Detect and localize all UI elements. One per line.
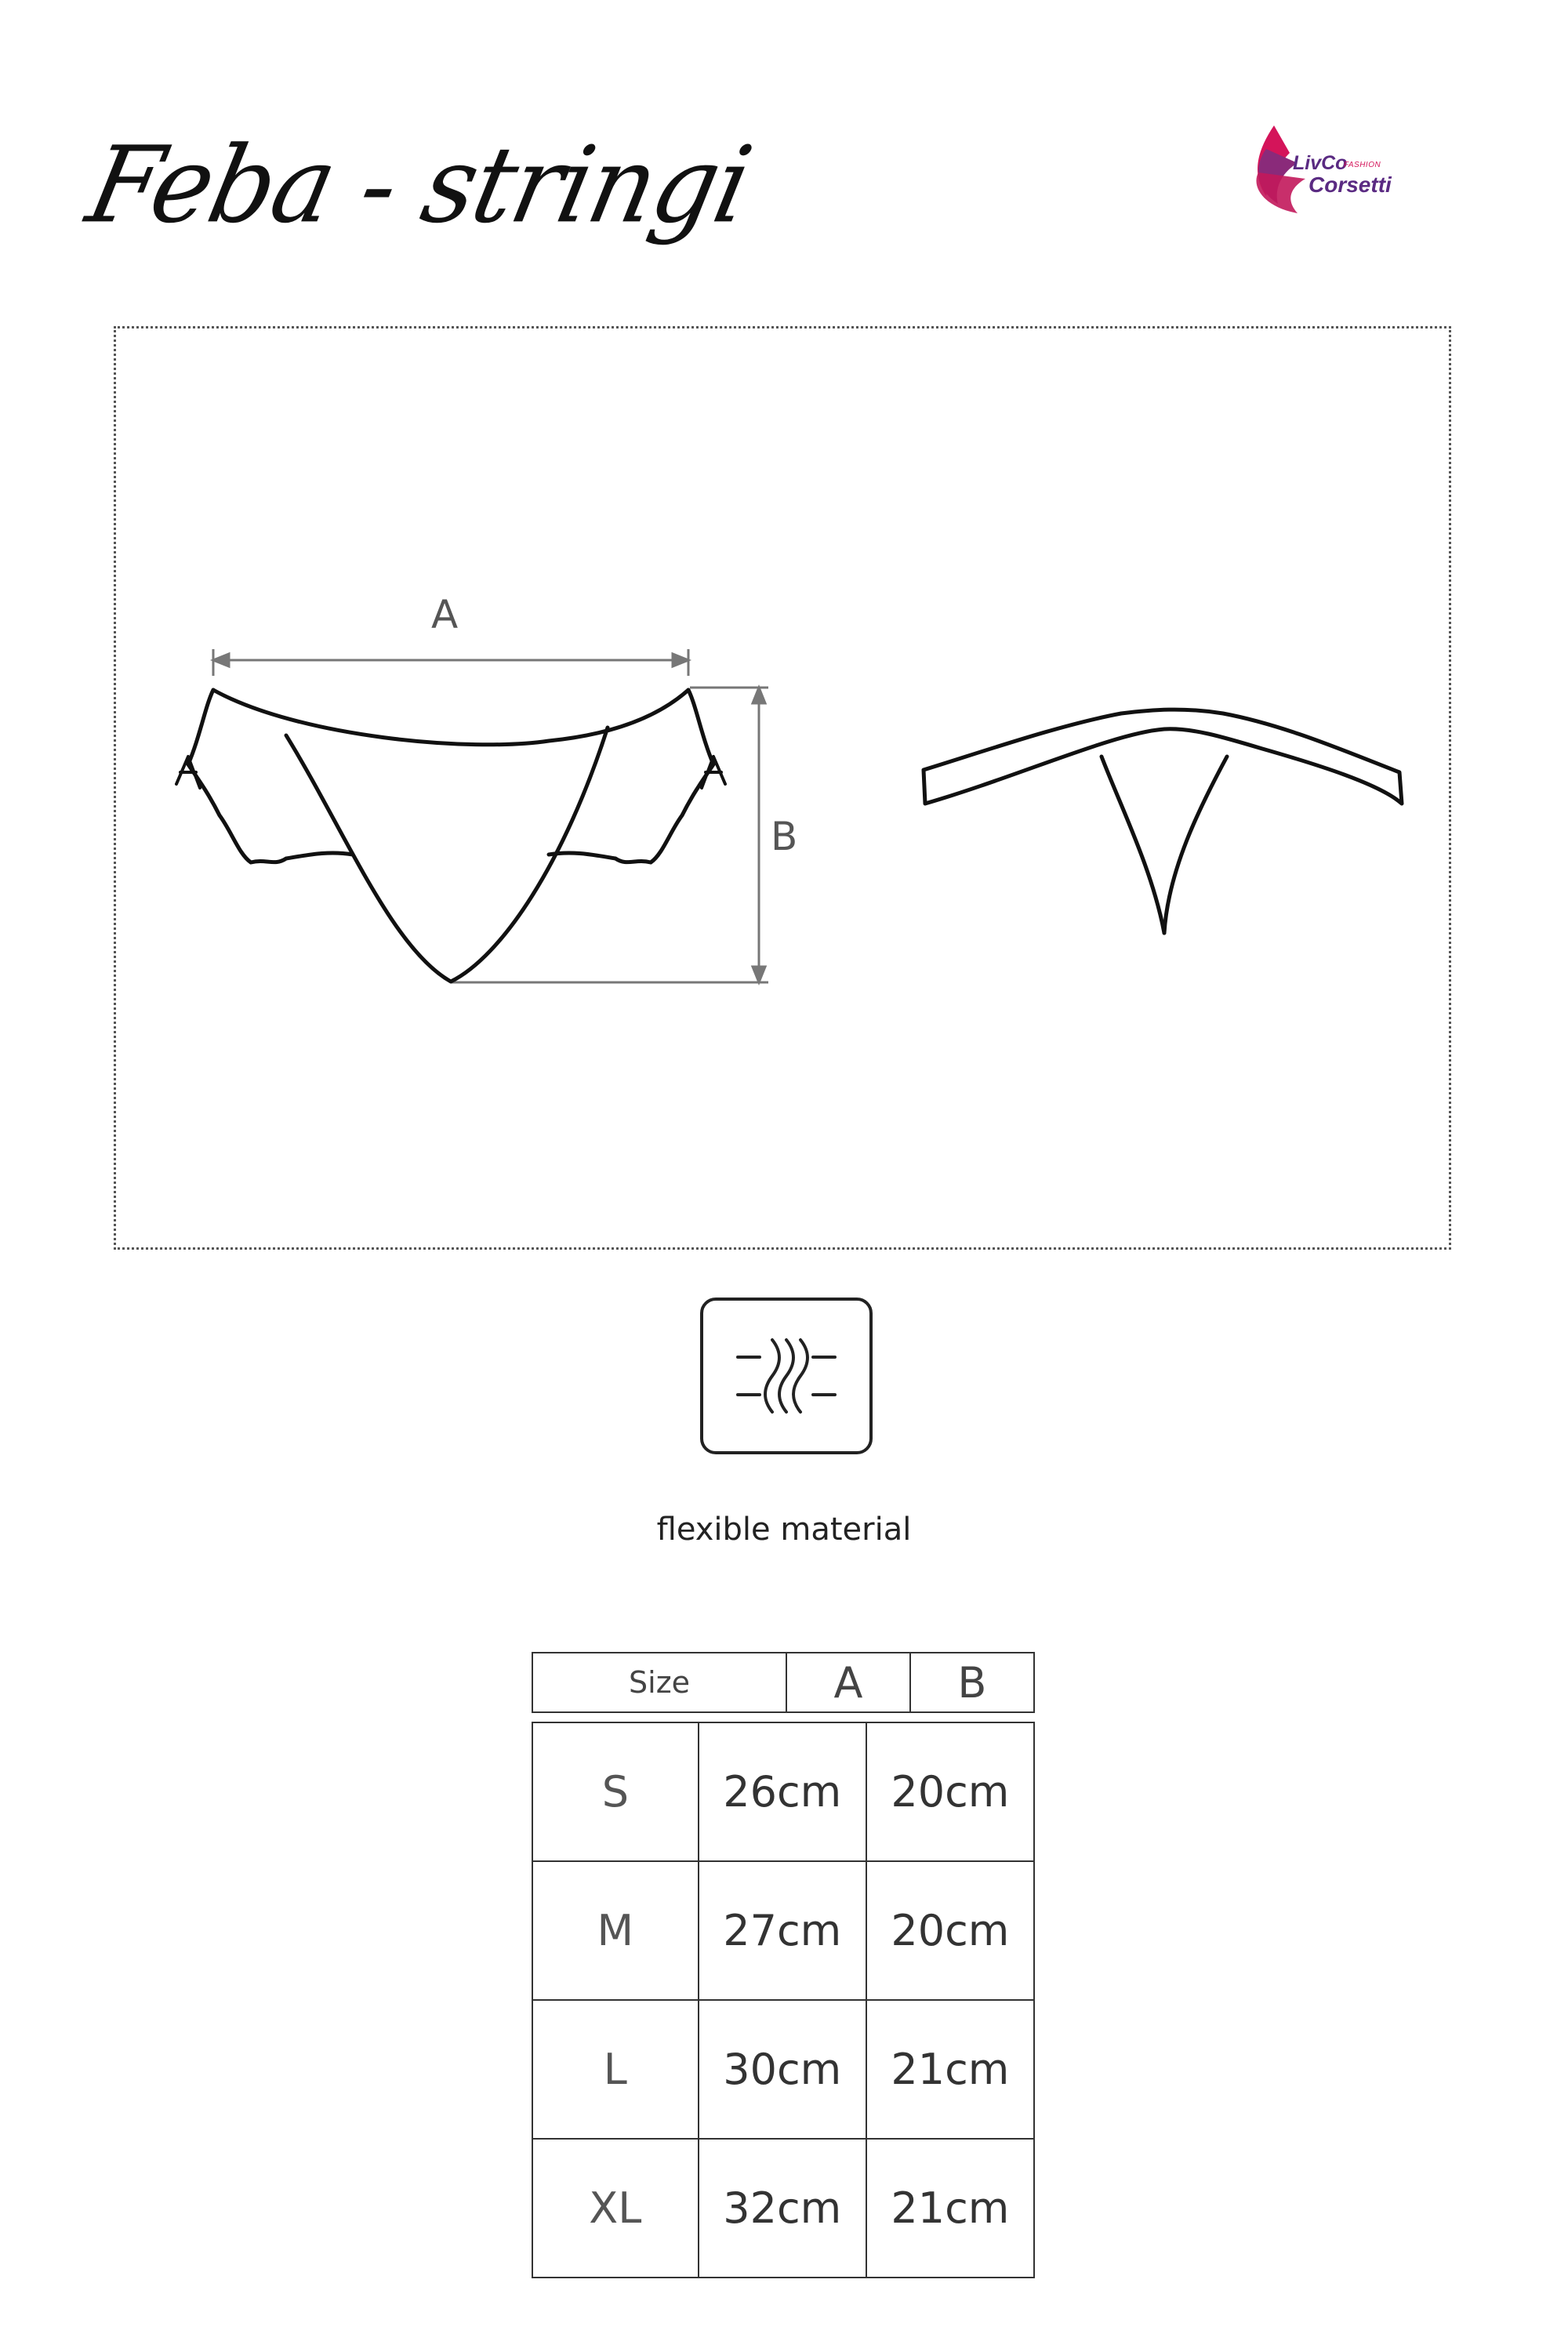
size-cell: XL [532, 2139, 699, 2278]
back-view [924, 710, 1402, 933]
dimension-a-arrow [213, 649, 688, 676]
size-cell: L [532, 2000, 699, 2139]
header-b: B [910, 1653, 1034, 1712]
a-cell: 32cm [699, 2139, 866, 2278]
table-row [532, 2000, 1034, 2139]
flexible-material-icon [700, 1298, 873, 1454]
a-cell: 27cm [699, 1861, 866, 2000]
header-size: Size [532, 1653, 786, 1712]
table-row [532, 2139, 1034, 2278]
table-row [532, 1861, 1034, 2000]
header-a: A [786, 1653, 910, 1712]
front-view [176, 690, 725, 982]
page-title: Feba - stringi [78, 124, 760, 247]
size-table-header [532, 1652, 1035, 1713]
b-cell: 20cm [866, 1861, 1034, 2000]
a-cell: 26cm [699, 1722, 866, 1861]
logo-brand-line1: LivCo [1293, 152, 1348, 174]
logo-brand-line2: Corsetti [1308, 172, 1392, 197]
size-cell: S [532, 1722, 699, 1861]
size-table [532, 1722, 1035, 2278]
dimension-b-label: B [771, 814, 798, 859]
logo-fashion-tag: FASHION [1344, 161, 1381, 169]
b-cell: 21cm [866, 2139, 1034, 2278]
table-row [532, 1722, 1034, 1861]
b-cell: 20cm [866, 1722, 1034, 1861]
care-label: flexible material [656, 1512, 912, 1548]
size-cell: M [532, 1861, 699, 2000]
dimension-a-label: A [431, 592, 459, 637]
b-cell: 21cm [866, 2000, 1034, 2139]
a-cell: 30cm [699, 2000, 866, 2139]
